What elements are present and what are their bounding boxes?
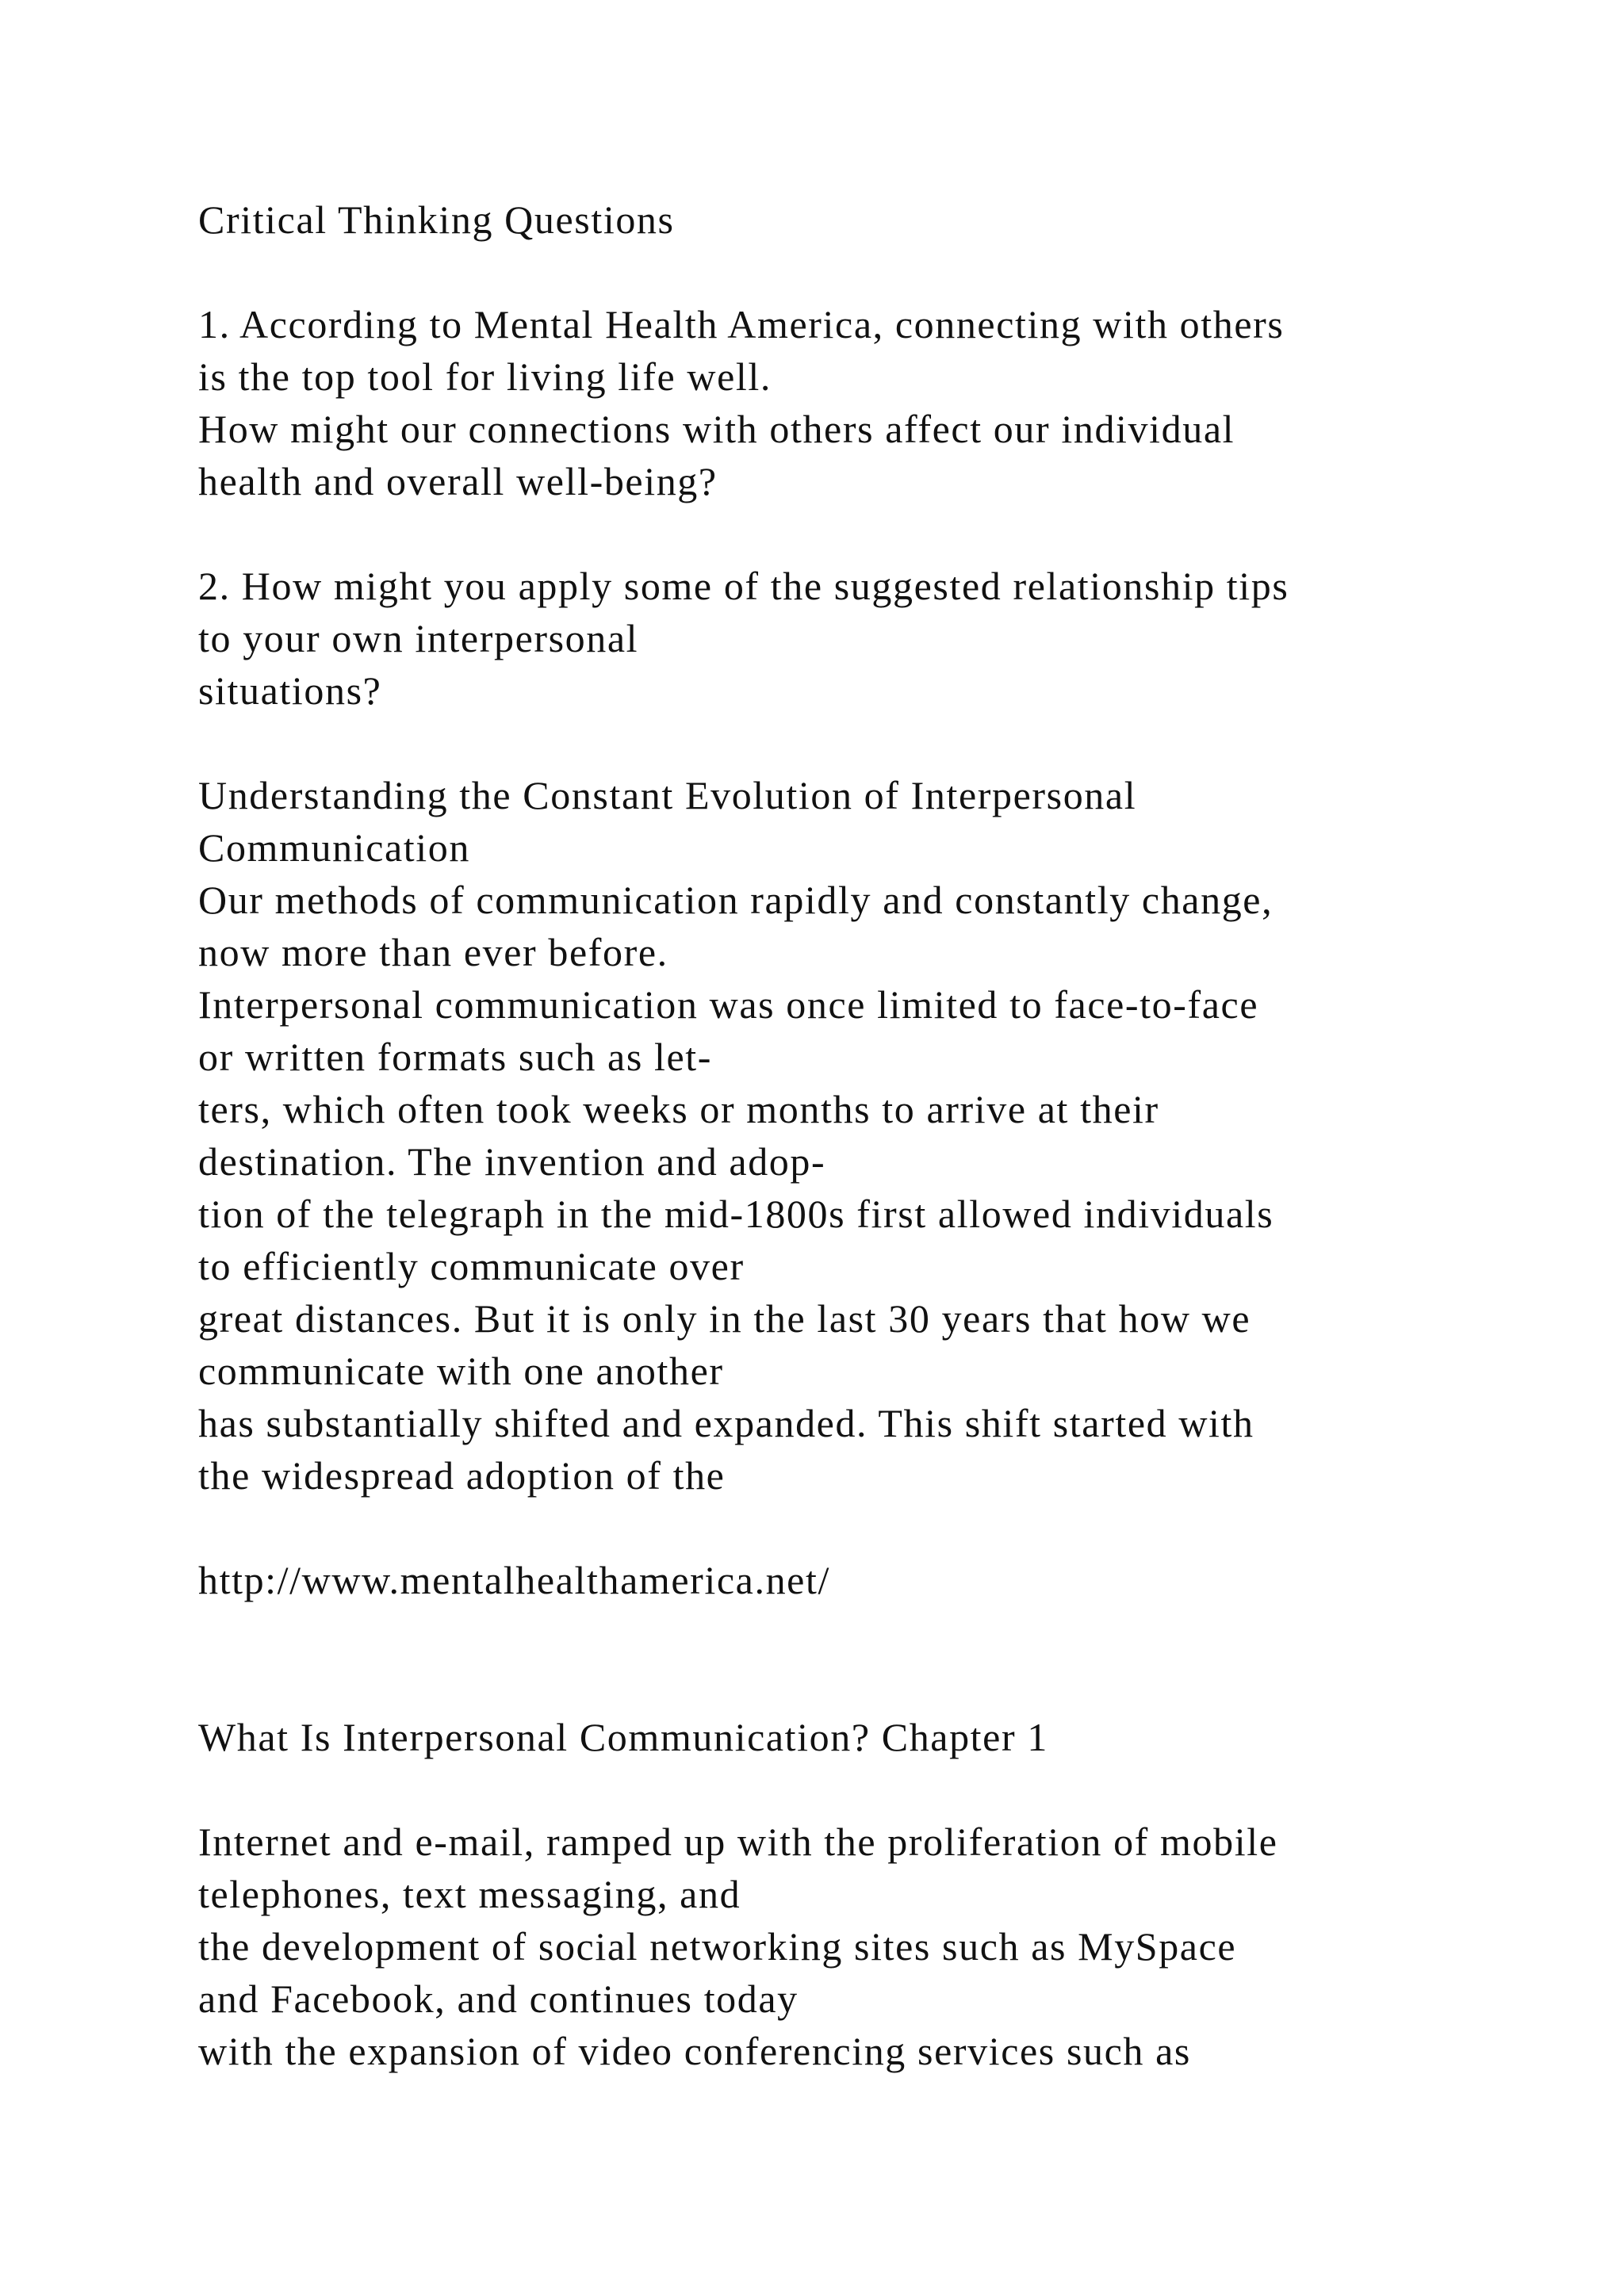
spacer (198, 507, 1499, 560)
text-line: telephones, text messaging, and (198, 1872, 741, 1916)
document-page (198, 193, 1499, 2077)
text-line: health and overall well-being? (198, 459, 718, 503)
text-line: Understanding the Constant Evolution of Interpersonal (198, 773, 1137, 817)
paragraph-2 (198, 1816, 1499, 2077)
running-header: What Is Interpersonal Communication? Chapter 1 (198, 1715, 1048, 1759)
text-line: situations? (198, 668, 382, 713)
text-line: 1. According to Mental Health America, connecting with others (198, 302, 1285, 346)
section-title (198, 769, 1499, 874)
text-line: tion of the telegraph in the mid-1800s first allowed individuals (198, 1192, 1274, 1236)
text-line: to efficiently communicate over (198, 1244, 745, 1288)
text-line: now more than ever before. (198, 930, 668, 974)
text-line: Interpersonal communication was once limited to face-to-face (198, 982, 1259, 1027)
text-line: great distances. But it is only in the last 30 years that how we (198, 1296, 1251, 1341)
source-url: http://www.mentalhealthamerica.net/ (198, 1558, 830, 1602)
question-1 (198, 298, 1499, 507)
text-line: or written formats such as let- (198, 1035, 713, 1079)
text-line: destination. The invention and adop- (198, 1139, 826, 1184)
text-line: Communication (198, 825, 470, 870)
question-2 (198, 560, 1499, 717)
text-line: communicate with one another (198, 1349, 724, 1393)
text-line: the development of social networking sites such as MySpace (198, 1924, 1237, 1969)
text-line: is the top tool for living life well. (198, 354, 772, 399)
paragraph-1 (198, 874, 1499, 1502)
text-line: 2. How might you apply some of the suggested relationship tips (198, 564, 1289, 608)
spacer (198, 1502, 1499, 1554)
page-heading: Critical Thinking Questions (198, 197, 675, 242)
text-line: Our methods of communication rapidly and constantly change, (198, 878, 1274, 922)
spacer (198, 717, 1499, 769)
text-line: the widespread adoption of the (198, 1453, 726, 1498)
text-line: and Facebook, and continues today (198, 1976, 799, 2021)
spacer (198, 1606, 1499, 1711)
text-line: with the expansion of video conferencing services such as (198, 2029, 1191, 2073)
spacer (198, 246, 1499, 298)
text-line: Internet and e-mail, ramped up with the proliferation of mobile (198, 1820, 1278, 1864)
text-line: to your own interpersonal (198, 616, 639, 660)
text-line: has substantially shifted and expanded. This shift started with (198, 1401, 1254, 1445)
text-line: How might our connections with others affect our individual (198, 407, 1235, 451)
spacer (198, 1763, 1499, 1816)
text-line: ters, which often took weeks or months to arrive at their (198, 1087, 1159, 1131)
